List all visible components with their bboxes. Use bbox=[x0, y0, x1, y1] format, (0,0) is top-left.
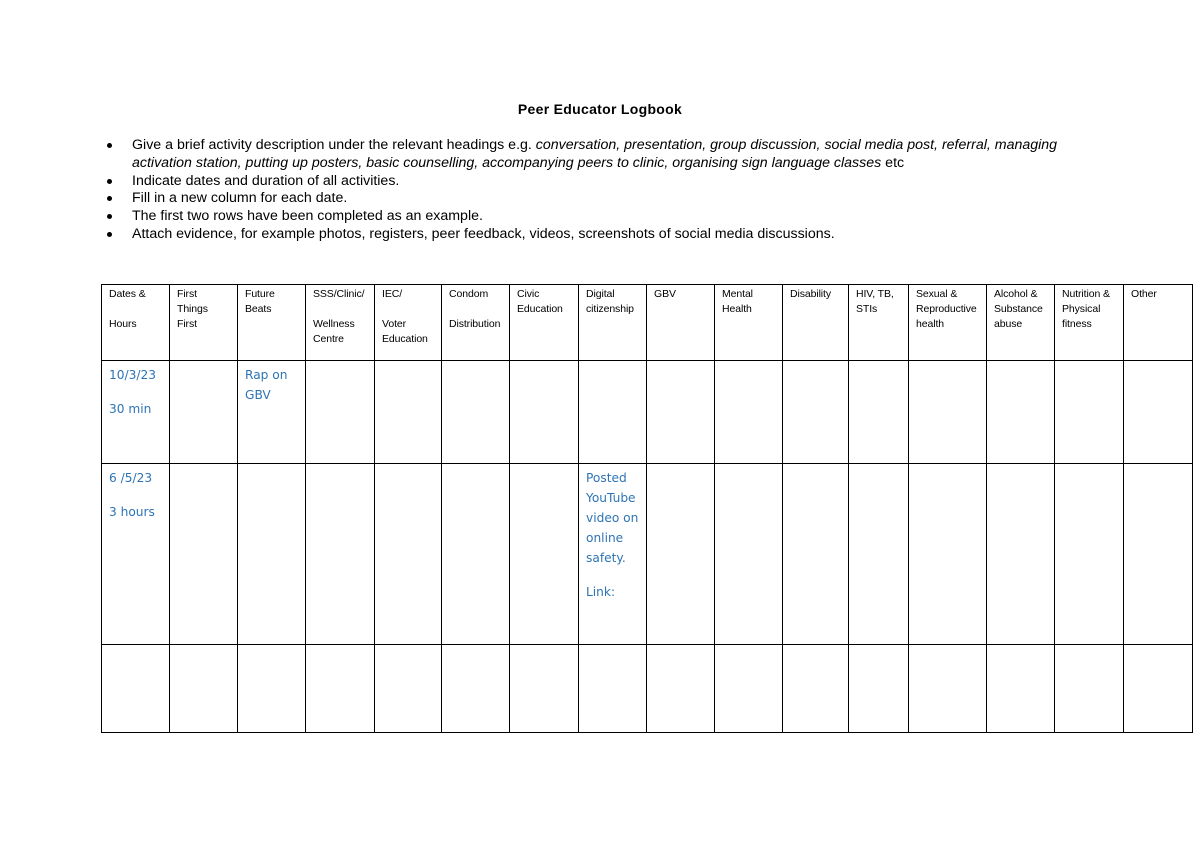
table-cell[interactable] bbox=[783, 464, 849, 645]
table-cell[interactable] bbox=[238, 464, 306, 645]
table-cell[interactable] bbox=[715, 464, 783, 645]
table-cell[interactable] bbox=[102, 645, 170, 733]
table-cell[interactable] bbox=[375, 645, 442, 733]
table-cell[interactable] bbox=[238, 645, 306, 733]
table-cell[interactable] bbox=[1124, 464, 1193, 645]
instruction-item: Indicate dates and duration of all activities. bbox=[106, 173, 1106, 191]
table-cell[interactable] bbox=[849, 464, 909, 645]
future-beats-cell[interactable]: Rap on GBV bbox=[238, 361, 306, 464]
header-cell: Digital citizenship bbox=[579, 285, 647, 361]
date-cell[interactable]: 10/3/23 30 min bbox=[102, 361, 170, 464]
instruction-item: Attach evidence, for example photos, registers, peer feedback, videos, screenshots of social media discussions. bbox=[106, 226, 1106, 244]
header-cell: Alcohol & Substance abuse bbox=[987, 285, 1055, 361]
page-title: Peer Educator Logbook bbox=[517, 101, 683, 117]
table-row bbox=[102, 361, 1193, 464]
header-cell: Future Beats bbox=[238, 285, 306, 361]
table-cell[interactable] bbox=[783, 645, 849, 733]
table-cell[interactable] bbox=[579, 361, 647, 464]
table-cell[interactable] bbox=[306, 464, 375, 645]
table-cell[interactable] bbox=[1055, 361, 1124, 464]
header-cell: Civic Education bbox=[510, 285, 579, 361]
table-cell[interactable] bbox=[510, 361, 579, 464]
table-cell[interactable] bbox=[849, 361, 909, 464]
table-cell[interactable] bbox=[647, 645, 715, 733]
table-cell[interactable] bbox=[510, 464, 579, 645]
date-cell[interactable]: 6 /5/23 3 hours bbox=[102, 464, 170, 645]
instruction-list bbox=[106, 137, 1106, 244]
header-cell: IEC/ Voter Education bbox=[375, 285, 442, 361]
evidence-link-label: Link: bbox=[586, 585, 616, 599]
digital-citizenship-cell[interactable]: Posted YouTube video on online safety. Link: bbox=[579, 464, 647, 645]
table-cell[interactable] bbox=[715, 361, 783, 464]
table-cell[interactable] bbox=[715, 645, 783, 733]
table-cell[interactable] bbox=[579, 645, 647, 733]
table-cell[interactable] bbox=[1055, 464, 1124, 645]
table-cell[interactable] bbox=[1124, 361, 1193, 464]
table-cell[interactable] bbox=[170, 645, 238, 733]
instruction-item: The first two rows have been completed as an example. bbox=[106, 208, 1106, 226]
table-cell[interactable] bbox=[1055, 645, 1124, 733]
header-cell: Dates & Hours bbox=[102, 285, 170, 361]
header-cell: First Things First bbox=[170, 285, 238, 361]
header-cell: Disability bbox=[783, 285, 849, 361]
instruction-item: Give a brief activity description under the relevant headings e.g. conversation, presentation, group discussion, social media post, referral, managing activation station, putting up posters, basic counselling, accompanying peers to clinic, organising sign language classes etc bbox=[106, 137, 1106, 173]
table-cell[interactable] bbox=[647, 464, 715, 645]
table-cell[interactable] bbox=[909, 645, 987, 733]
header-cell: GBV bbox=[647, 285, 715, 361]
table-row bbox=[102, 464, 1193, 645]
logbook-table bbox=[101, 284, 1193, 733]
table-cell[interactable] bbox=[375, 361, 442, 464]
header-cell: Nutrition & Physical fitness bbox=[1055, 285, 1124, 361]
table-cell[interactable] bbox=[306, 645, 375, 733]
table-row bbox=[102, 645, 1193, 733]
header-cell: Sexual & Reproductive health bbox=[909, 285, 987, 361]
header-cell: Mental Health bbox=[715, 285, 783, 361]
table-cell[interactable] bbox=[442, 645, 510, 733]
table-cell[interactable] bbox=[170, 464, 238, 645]
table-cell[interactable] bbox=[170, 361, 238, 464]
table-cell[interactable] bbox=[1124, 645, 1193, 733]
table-cell[interactable] bbox=[375, 464, 442, 645]
table-header-row bbox=[102, 285, 1193, 361]
table-cell[interactable] bbox=[987, 361, 1055, 464]
header-cell: Other bbox=[1124, 285, 1193, 361]
table-cell[interactable] bbox=[849, 645, 909, 733]
table-cell[interactable] bbox=[510, 645, 579, 733]
header-cell: Condom Distribution bbox=[442, 285, 510, 361]
header-cell: SSS/Clinic/ Wellness Centre bbox=[306, 285, 375, 361]
table-cell[interactable] bbox=[306, 361, 375, 464]
header-cell: HIV, TB, STIs bbox=[849, 285, 909, 361]
instruction-item: Fill in a new column for each date. bbox=[106, 190, 1106, 208]
table-cell[interactable] bbox=[987, 645, 1055, 733]
table-cell[interactable] bbox=[647, 361, 715, 464]
table-cell[interactable] bbox=[783, 361, 849, 464]
table-cell[interactable] bbox=[442, 464, 510, 645]
table-cell[interactable] bbox=[442, 361, 510, 464]
table-cell[interactable] bbox=[909, 361, 987, 464]
table-cell[interactable] bbox=[987, 464, 1055, 645]
table-cell[interactable] bbox=[909, 464, 987, 645]
